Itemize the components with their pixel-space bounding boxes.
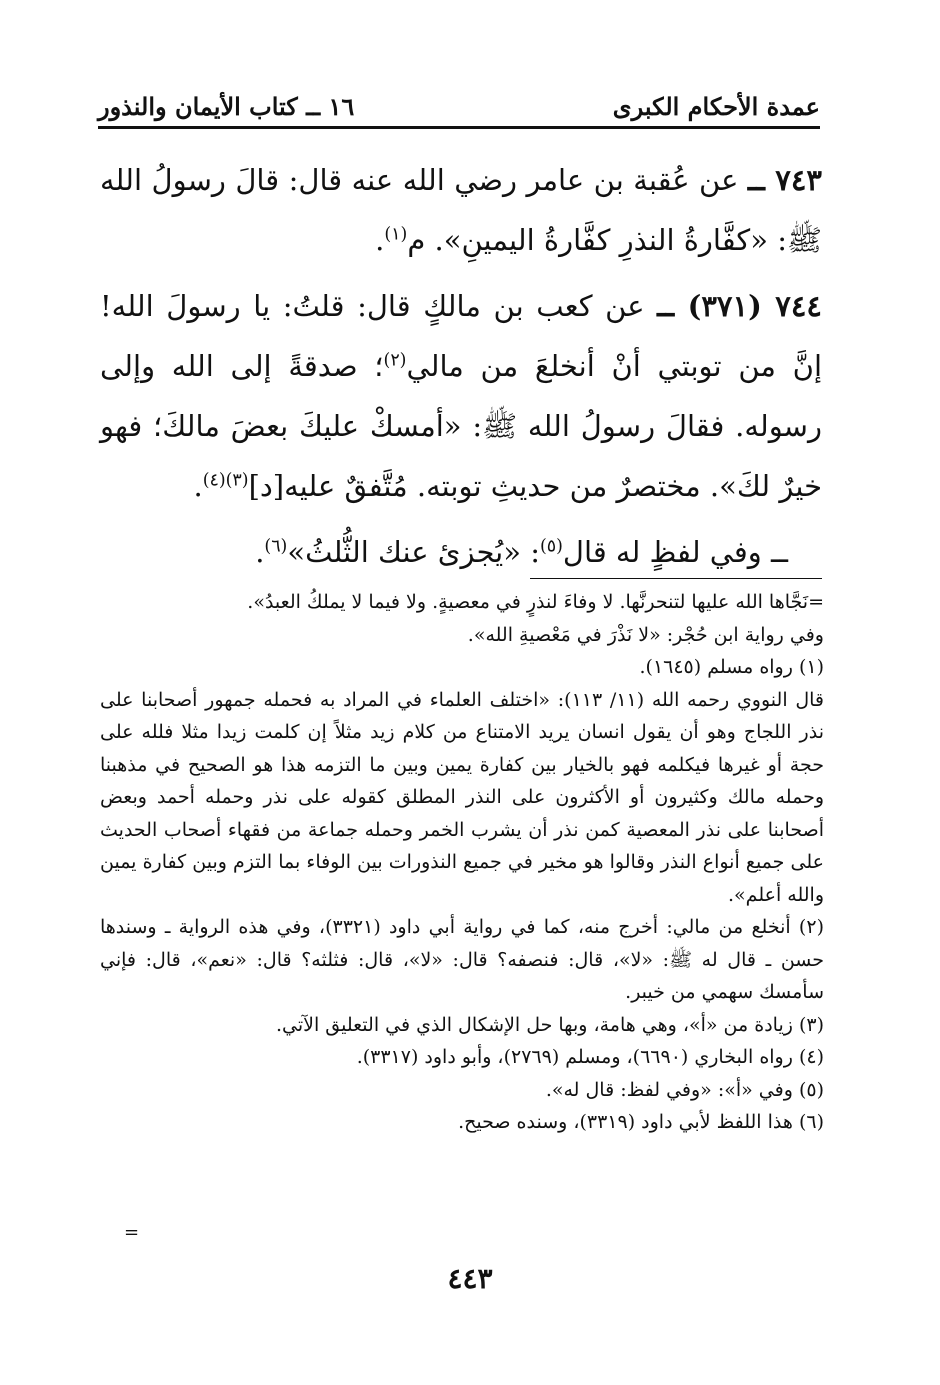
hadith-744 — [100, 276, 822, 516]
running-header — [98, 92, 820, 126]
page-number: ٤٤٣ — [447, 1262, 493, 1295]
header-rule — [98, 126, 820, 129]
hadith-text-cont: ؛ صدقةً إلى الله وإلى رسوله. فقالَ رسولُ الله ﷺ: «أمسكْ عليكَ بعضَ مالكَ؛ فهو خيرٌ لكَ». مختصرٌ من حديثِ توبته. مُتَّفقٌ عليه[د] — [100, 349, 822, 503]
sentence-end: . — [255, 535, 265, 569]
variant-wording — [100, 522, 822, 582]
main-text — [100, 150, 822, 588]
hadith-743 — [100, 150, 822, 270]
footnote-5: (٥) وفي «أ»: «وفي لفظ: قال له». — [545, 1078, 824, 1101]
hadith-text: عن عُقبة بن عامر رضي الله عنه قال: قالَ رسولُ الله ﷺ: «كفَّارةُ النذرِ كفَّارةُ اليمينِ». م — [100, 163, 822, 257]
footnote-3: (٣) زيادة من «أ»، وهي هامة، وبها حل الإشكال الذي في التعليق الآتي. — [275, 1013, 824, 1036]
hadith-text: عن كعب بن مالكٍ قال: قلتُ: يا رسولَ الله! إنَّ من توبتي أنْ أنخلعَ من مالي — [100, 289, 823, 383]
footnote-1: (١) رواه مسلم (١٦٤٥). — [639, 656, 824, 678]
footnote-2: (٢) أنخلع من مالي: أخرج منه، كما في رواية أبي داود (٣٣٢١)، وفي هذه الرواية ـ وسندها حسن ـ قال له ﷺ: «لا»، قال: فنصفه؟ قال: «لا»، قال: فثلثه؟ قال: «نعم»، قال: فإني سأمسك سهمي من خيبر. — [100, 916, 824, 1003]
footnote-4: (٤) رواه البخاري (٦٦٩٠)، ومسلم (٢٧٦٩)، وأبو داود (٣٣١٧). — [356, 1046, 824, 1068]
footnote-ref: (٦) — [264, 536, 288, 557]
footnote-6: (٦) هذا اللفظ لأبي داود (٣٣١٩)، وسنده صحيح. — [458, 1111, 824, 1133]
continuation-mark: = — [124, 1222, 140, 1243]
footnotes — [100, 586, 824, 1139]
footnote-commentary: قال النووي رحمه الله (١١/ ١١٣): «اختلف العلماء في المراد به فحمله جمهور أصحابنا على نذر اللجاج وهو أن يقول انسان يريد الامتناع من كلام زيد مثلاً إن كلمت زيدا مثلا فلله على حجة أو غيرها فيكلمه فهو بالخيار بين كفارة يمين وبين ما التزمه هذا هو الصحيح في مذهبنا وحمله مالك وكثيرون أو الأكثرون على النذر المطلق كقوله على نذر وحمله أحمد وبعض أصحابنا على نذر المعصية كمن نذر أن يشرب الخمر وحمله جماعة من فقهاء أصحاب الحديث على جميع أنواع النذر وقالوا هو مخير في جميع النذورات بين الوفاء بما التزم وبين كفارة يمين والله أعلم». — [100, 688, 824, 906]
variant-prefix: ــ وفي لفظٍ له قال — [562, 535, 788, 569]
footnote-ref: (٣)(٤) — [202, 470, 249, 491]
hadith-number: ٧٤٣ ــ — [747, 163, 823, 197]
chapter-title: ١٦ ــ كتاب الأيمان والنذور — [98, 92, 355, 121]
sentence-end: . — [375, 223, 385, 257]
footnote-continuation: =نَجَّاها الله عليها لتنحرنَّها. لا وفاءَ لنذرٍ في معصيةٍ. ولا فيما لا يملكُ العبدُ». — [247, 591, 824, 613]
variant-text: : «يُجزئ عنك الثُّلثُ» — [287, 535, 540, 569]
sentence-end: . — [193, 469, 203, 503]
footnote-ref: (٢) — [383, 350, 407, 371]
hadith-number: ٧٤٤ (٣٧١) ــ — [657, 289, 823, 323]
footnote-ref: (٥) — [539, 536, 563, 557]
footnote-ref: (١) — [384, 224, 408, 245]
footnote-separator — [530, 578, 822, 579]
footnote-line: وفي رواية ابن حُجْر: «لا نَذْرَ في مَعْصيةِ الله». — [467, 623, 824, 646]
book-title: عمدة الأحكام الكبرى — [612, 92, 820, 121]
